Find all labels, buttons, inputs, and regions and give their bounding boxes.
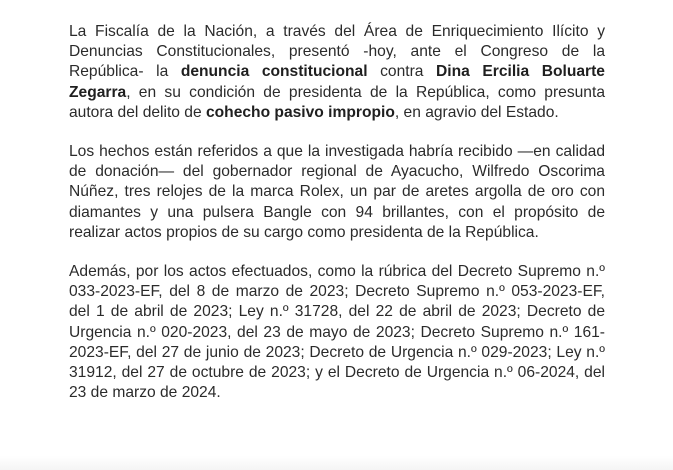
- text-segment: La Fiscalía de la Nación, a través del Área de Enriquecimiento Ilícito y Denuncias Constitucionales, presentó -hoy, ante el Congreso de la República- la: [69, 23, 605, 81]
- article-body: [69, 22, 605, 422]
- bold-denuncia-constitucional: denuncia constitucional: [180, 63, 368, 81]
- text-segment: Además, por los actos efectuados, como la rúbrica del Decreto Supremo n.º 033-2023-EF, del 8 de marzo de 2023; Decreto Supremo n.º 053-2023-EF, del 1 de abril de 2023; Ley n.º 31728, del 22 de abril de 2023; Decreto de Urgencia n.º 020-2023, del 23 de mayo de 2023; Decreto Supremo n.º 161-2023-EF, del 27 de junio de 2023; Decreto de Urgencia n.º 029-2023; Ley n.º 31912, del 27 de octubre de 2023; y el Decreto de Urgencia n.º 06-2024, del 23 de marzo de 2024.: [69, 263, 605, 402]
- paragraph-decretos: [69, 262, 605, 403]
- paragraph-hechos: [69, 142, 605, 243]
- text-segment: , en su condición de presidenta de la República, como presunta autora del delito de: [69, 83, 605, 121]
- text-segment: Los hechos están referidos a que la investigada habría recibido —en calidad de donación— del gobernador regional de Ayacucho, Wilfredo Oscorima Núñez, tres relojes de la marca Rolex, un par de aretes argolla de oro con diamantes y una pulsera Bangle con 94 brillantes, con el propósito de realizar actos propios de su cargo como presidenta de la República.: [69, 143, 605, 241]
- paragraph-denuncia: [69, 22, 605, 123]
- bold-crime-name: cohecho pasivo impropio: [205, 103, 395, 121]
- text-segment: , en agravio del Estado.: [394, 103, 559, 121]
- bold-person-name: Dina Ercilia Boluarte Zegarra: [69, 63, 605, 101]
- text-segment: contra: [367, 63, 436, 81]
- bottom-fade: [0, 456, 673, 470]
